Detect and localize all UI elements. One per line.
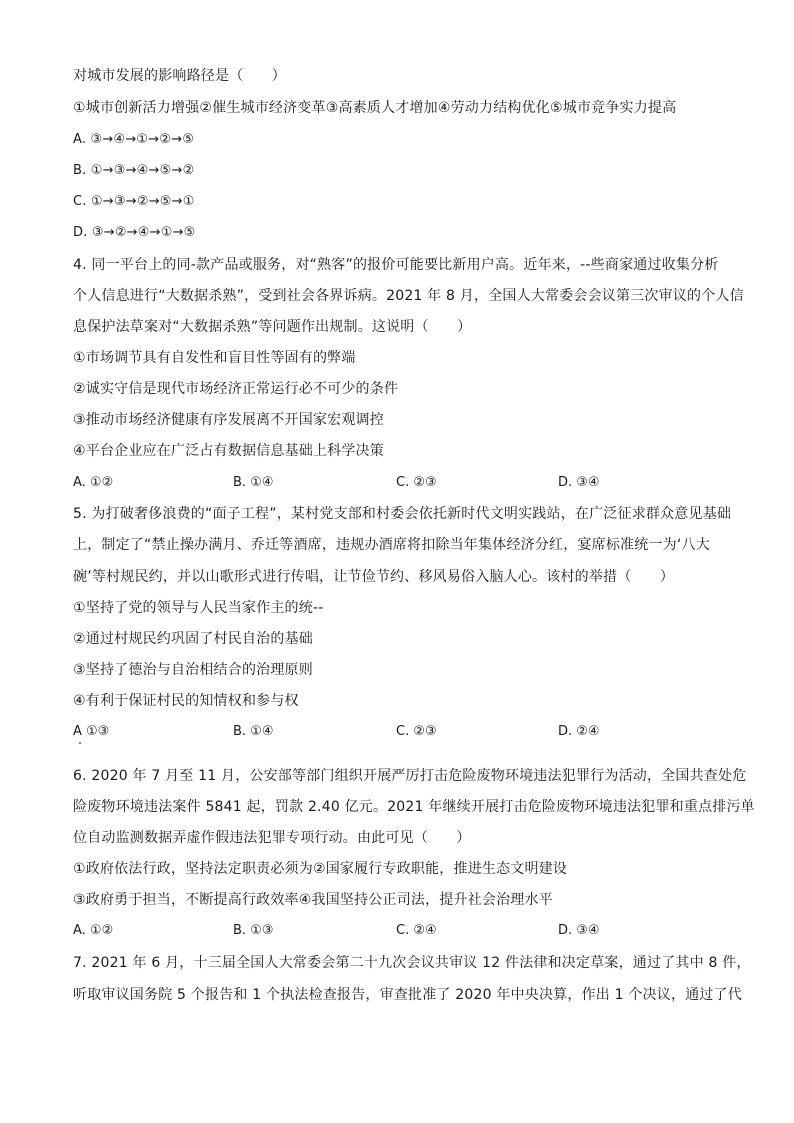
q6-option-c: C. ②④ — [396, 923, 437, 938]
q6-option-d: D. ③④ — [558, 923, 600, 938]
q4-item-3: ③推动市场经济健康有序发展离不开国家宏观调控 — [73, 412, 384, 428]
q6-stem-line-2: 险废物环境违法案件 5841 起，罚款 2.40 亿元。2021 年继续开展打击危险废物环境违法犯罪和重点排污单 — [73, 799, 755, 815]
q6-stem-line-1: 6. 2020 年 7 月至 11 月，公安部等部门组织开展严厉打击危险废物环境违法犯罪行为活动，全国共查处危 — [73, 768, 747, 784]
q4-stem-line-3: 息保护法草案对“大数据杀熟”等问题作出规制。这说明（ ） — [73, 319, 472, 335]
q4-stem-line-2: 个人信息进行“大数据杀熟”，受到社会各界诉病。2021 年 8 月，全国人大常委会会议第三次审议的个人信 — [73, 288, 744, 304]
q4-option-a: A. ①② — [73, 475, 114, 490]
q5-item-1: ①坚持了党的领导与人民当家作主的统-- — [73, 600, 324, 616]
q4-option-d: D. ③④ — [558, 475, 600, 490]
q4-option-c: C. ②③ — [396, 475, 437, 490]
q3-option-c: C. ①→③→②→⑤→① — [73, 194, 195, 209]
q6-item-1: ①政府依法行政，坚持法定职责必须为②国家履行专政职能，推进生态文明建设 — [73, 861, 568, 877]
q4-item-2: ②诚实守信是现代市场经济正常运行必不可少的条件 — [73, 381, 399, 397]
q6-option-a: A. ①② — [73, 923, 114, 938]
q5-stem-line-3: 碗’等村规民约，并以山歌形式进行传唱，让节俭节约、移风易俗入脑人心。该村的举措（ ） — [73, 569, 675, 585]
q3-option-a: A. ③→④→①→②→⑤ — [73, 132, 195, 147]
q4-item-1: ①市场调节具有自发性和盲目性等固有的弊端 — [73, 350, 356, 366]
q4-option-b: B. ①④ — [233, 475, 274, 490]
q5-option-b: B. ①④ — [233, 724, 274, 739]
q4-item-4: ④平台企业应在广泛占有数据信息基础上科学决策 — [73, 443, 384, 459]
q7-stem-line-2: 听取审议国务院 5 个报告和 1 个执法检查报告，审查批准了 2020 年中央决算，作出 1 个决议，通过了代 — [73, 987, 742, 1003]
q5-stem-line-1: 5. 为打破奢侈浪费的“面子工程”，某村党支部和村委会依托新时代文明实践站，在广泛征求群众意见基础 — [73, 506, 732, 522]
q5-option-a: A ①③ — [73, 724, 110, 739]
q4-stem-line-1: 4. 同一平台上的同-款产品或服务，对“熟客”的报价可能要比新用户高。近年来，--些商家通过收集分析 — [73, 257, 719, 273]
q6-stem-line-3: 位自动监测数据弄虚作假违法犯罪专项行动。由此可见（ ） — [73, 830, 471, 846]
q5-item-3: ③坚持了德治与自治相结合的治理原则 — [73, 662, 313, 678]
q5-item-2: ②通过村规民约巩固了村民自治的基础 — [73, 631, 313, 647]
q3-option-d: D. ③→②→④→①→⑤ — [73, 225, 196, 240]
q6-item-2: ③政府勇于担当，不断提高行政效率④我国坚持公正司法，提升社会治理水平 — [73, 892, 553, 908]
q3-stem-end: 对城市发展的影响路径是（ ） — [73, 68, 286, 84]
q7-stem-line-1: 7. 2021 年 6 月，十三届全国人大常委会第二十九次会议共审议 12 件法律和决定草案，通过了其中 8 件， — [73, 955, 751, 971]
q5-item-4: ④有利于保证村民的知情权和参与权 — [73, 693, 299, 709]
q5-stem-line-2: 上，制定了“禁止操办满月、乔迁等酒席，违规办酒席将扣除当年集体经济分红，宴席标准统一为‘八大 — [73, 537, 710, 553]
q3-factors: ①城市创新活力增强②催生城市经济变革③高素质人才增加④劳动力结构优化⑤城市竞争实力提高 — [73, 100, 677, 116]
q6-option-b: B. ①③ — [233, 923, 274, 938]
q5-option-c: C. ②③ — [396, 724, 437, 739]
scan-dot — [79, 742, 81, 744]
q3-option-b: B. ①→③→④→⑤→② — [73, 163, 195, 178]
q5-option-d: D. ②④ — [558, 724, 600, 739]
